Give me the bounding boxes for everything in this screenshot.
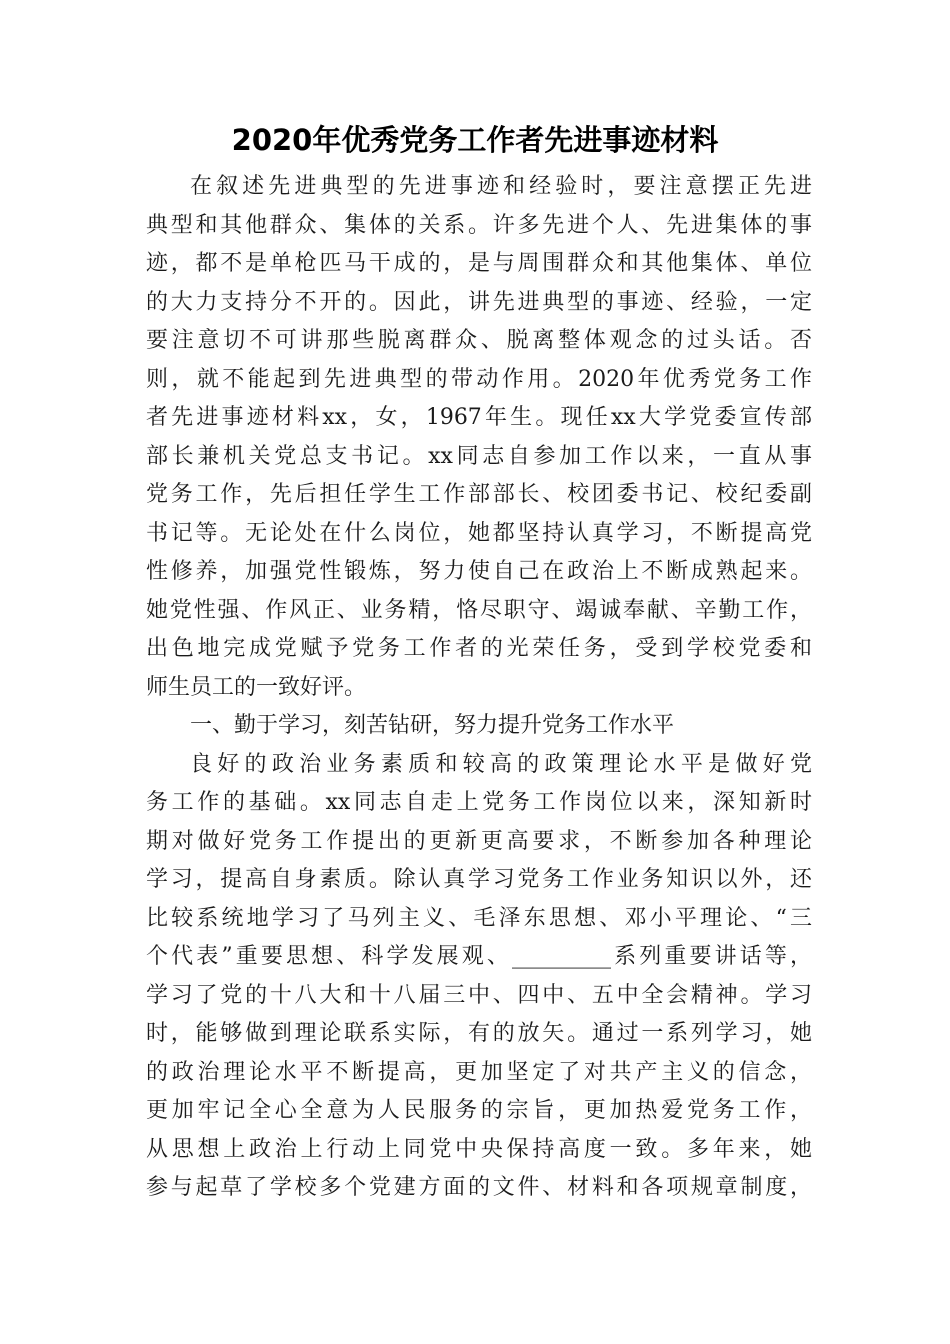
text-line: 务工作的基础。xx同志自走上党务工作岗位以来，深知新时 <box>146 790 812 815</box>
text-line: 书记等。无论处在什么岗位，她都坚持认真学习，不断提高党 <box>146 520 812 546</box>
text-line: 出色地完成党赋予党务工作者的光荣任务，受到学校党委和 <box>146 636 812 661</box>
document-title: 2020年优秀党务工作者先进事迹材料 <box>231 123 719 157</box>
text-line: 党务工作，先后担任学生工作部部长、校团委书记、校纪委副 <box>146 482 812 507</box>
text-line: 比较系统地学习了马列主义、毛泽东思想、邓小平理论、“三 <box>146 905 812 931</box>
text-line: 部长兼机关党总支书记。xx同志自参加工作以来，一直从事 <box>146 443 812 469</box>
text-line: 典型和其他群众、集体的关系。许多先进个人、先进集体的事 <box>146 212 812 238</box>
text-line: 更加牢记全心全意为人民服务的宗旨，更加热爱党务工作， <box>146 1098 812 1123</box>
text-line: 的大力支持分不开的。因此，讲先进典型的事迹、经验，一定 <box>146 289 812 315</box>
text-line: 则，就不能起到先进典型的带动作用。2020年优秀党务工作 <box>146 366 812 392</box>
document-body <box>146 168 812 1208</box>
text-line: 期对做好党务工作提出的更新更高要求，不断参加各种理论 <box>146 828 812 854</box>
text-line: 在叙述先进典型的先进事迹和经验时，要注意摆正先进 <box>190 174 812 199</box>
text-line: 学习了党的十八大和十八届三中、四中、五中全会精神。学习 <box>146 982 812 1008</box>
text-line: 迹，都不是单枪匹马干成的，是与周围群众和其他集体、单位 <box>146 251 812 276</box>
text-line: 性修养，加强党性锻炼，努力使自己在政治上不断成熟起来。 <box>146 559 812 584</box>
text-line: 者先进事迹材料xx，女，1967年生。现任xx大学党委宣传部 <box>146 405 812 430</box>
text-line: 她党性强、作风正、业务精，恪尽职守、竭诚奉献、辛勤工作， <box>146 597 812 623</box>
text-line: 良好的政治业务素质和较高的政策理论水平是做好党 <box>190 751 812 777</box>
text-line: 从思想上政治上行动上同党中央保持高度一致。多年来，她 <box>146 1136 812 1162</box>
text-line: 要注意切不可讲那些脱离群众、脱离整体观念的过头话。否 <box>146 328 812 353</box>
text-line: 一、勤于学习，刻苦钻研，努力提升党务工作水平 <box>190 713 675 738</box>
text-line: 时，能够做到理论联系实际，有的放矢。通过一系列学习，她 <box>146 1021 812 1046</box>
text-line: 参与起草了学校多个党建方面的文件、材料和各项规章制度， <box>146 1175 812 1200</box>
text-line: 个代表”重要思想、科学发展观、_________系列重要讲话等， <box>146 944 812 969</box>
text-line: 师生员工的一致好评。 <box>146 674 367 700</box>
text-line: 的政治理论水平不断提高，更加坚定了对共产主义的信念， <box>146 1059 812 1085</box>
text-line: 学习，提高自身素质。除认真学习党务工作业务知识以外，还 <box>146 867 812 892</box>
